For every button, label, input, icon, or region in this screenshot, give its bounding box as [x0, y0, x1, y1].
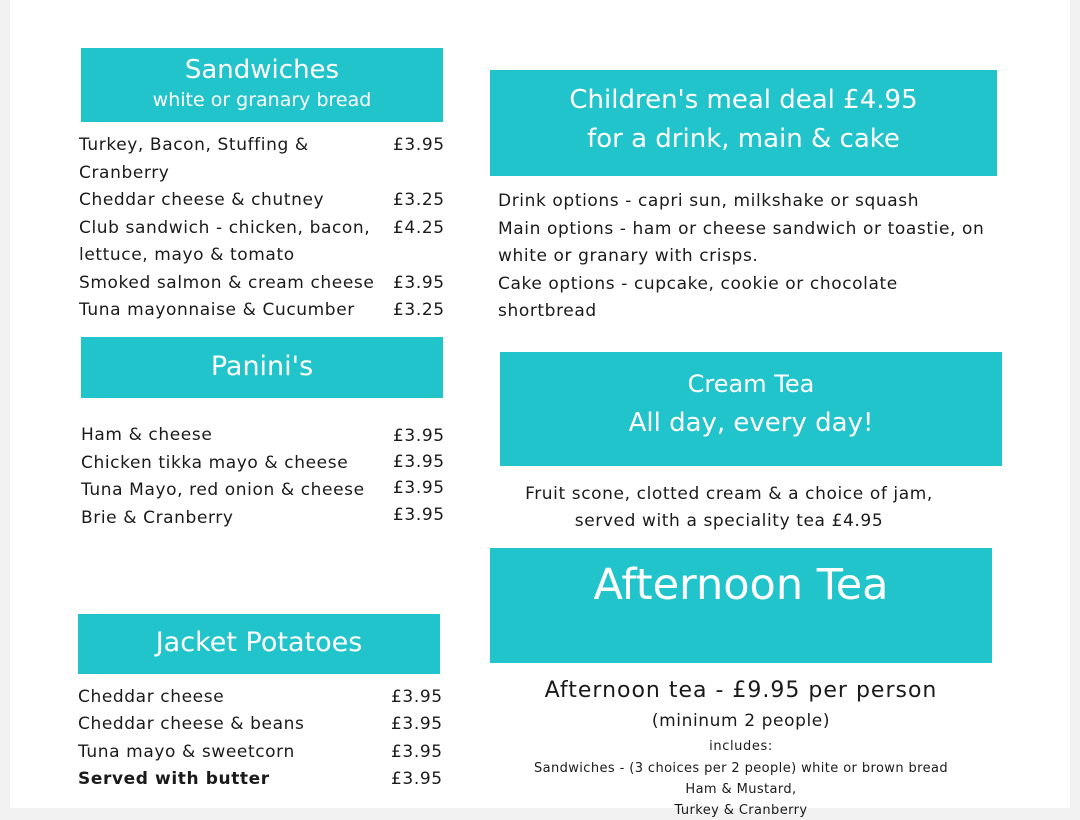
- list-item: Club sandwich - chicken, bacon,: [79, 218, 371, 238]
- item-price: £3.95: [391, 769, 443, 789]
- paninis-title: Panini's: [210, 351, 314, 382]
- item-price: £4.25: [393, 218, 445, 238]
- cake-options-cont: shortbread: [498, 301, 597, 321]
- item-price: £3.25: [393, 190, 445, 210]
- item-price: £3.95: [393, 452, 445, 472]
- list-item: Tuna mayo & sweetcorn: [78, 742, 295, 762]
- item-price: £3.95: [393, 426, 445, 446]
- sandwiches-subtitle: white or granary bread: [152, 89, 372, 111]
- item-price: £3.95: [391, 742, 443, 762]
- main-options: Main options - ham or cheese sandwich or toastie, on: [498, 219, 985, 239]
- item-price: £3.95: [393, 135, 445, 155]
- item-price: £3.95: [393, 478, 445, 498]
- main-options-cont: white or granary with crisps.: [498, 246, 759, 266]
- cream-tea-line: Fruit scone, clotted cream & a choice of jam,: [525, 484, 933, 504]
- cream-tea-subtitle: All day, every day!: [628, 408, 874, 438]
- afternoon-tea-includes: includes:: [709, 739, 773, 754]
- drink-options: Drink options - capri sun, milkshake or squash: [498, 191, 920, 211]
- afternoon-tea-title: Afternoon Tea: [593, 560, 889, 610]
- item-price: £3.95: [393, 273, 445, 293]
- list-item: Ham & cheese: [81, 425, 213, 445]
- list-item: Smoked salmon & cream cheese: [79, 273, 375, 293]
- list-item: Tuna Mayo, red onion & cheese: [81, 480, 365, 500]
- cream-tea-title: Cream Tea: [687, 370, 815, 398]
- cake-options: Cake options - cupcake, cookie or chocolate: [498, 274, 898, 294]
- afternoon-tea-minimum: (mininum 2 people): [651, 711, 831, 731]
- sandwiches-banner: [81, 48, 443, 122]
- list-item: Served with butter: [78, 769, 270, 789]
- childrens-meal-title: Children's meal deal £4.95: [569, 85, 918, 115]
- list-item: Cheddar cheese & chutney: [79, 190, 325, 210]
- item-price: £3.95: [393, 505, 445, 525]
- list-item: Tuna mayonnaise & Cucumber: [79, 300, 355, 320]
- cream-tea-line: served with a speciality tea £4.95: [574, 511, 884, 531]
- list-item: Brie & Cranberry: [81, 508, 234, 528]
- paninis-banner: [81, 337, 443, 398]
- jacket-potatoes-banner: [78, 614, 440, 674]
- sandwiches-title: Sandwiches: [184, 55, 340, 85]
- menu-page: [10, 0, 1070, 818]
- jacket-potatoes-title: Jacket Potatoes: [155, 627, 363, 658]
- item-price: £3.25: [393, 300, 445, 320]
- afternoon-tea-option: Turkey & Cranberry: [674, 803, 808, 818]
- list-item: Cranberry: [79, 163, 170, 183]
- list-item: Cheddar cheese & beans: [78, 714, 305, 734]
- afternoon-tea-banner: [490, 548, 992, 663]
- afternoon-tea-option: Ham & Mustard,: [685, 782, 797, 797]
- afternoon-tea-sandwiches: Sandwiches - (3 choices per 2 people) white or brown bread: [533, 761, 949, 776]
- cream-tea-banner: [500, 352, 1002, 466]
- list-item: lettuce, mayo & tomato: [79, 245, 295, 265]
- afternoon-tea-headline: Afternoon tea - £9.95 per person: [544, 678, 938, 703]
- list-item: Chicken tikka mayo & cheese: [81, 453, 349, 473]
- childrens-meal-banner: [490, 70, 997, 176]
- list-item: Turkey, Bacon, Stuffing &: [79, 135, 309, 155]
- list-item: Cheddar cheese: [78, 687, 225, 707]
- item-price: £3.95: [391, 687, 443, 707]
- item-price: £3.95: [391, 714, 443, 734]
- childrens-meal-subtitle: for a drink, main & cake: [587, 124, 900, 154]
